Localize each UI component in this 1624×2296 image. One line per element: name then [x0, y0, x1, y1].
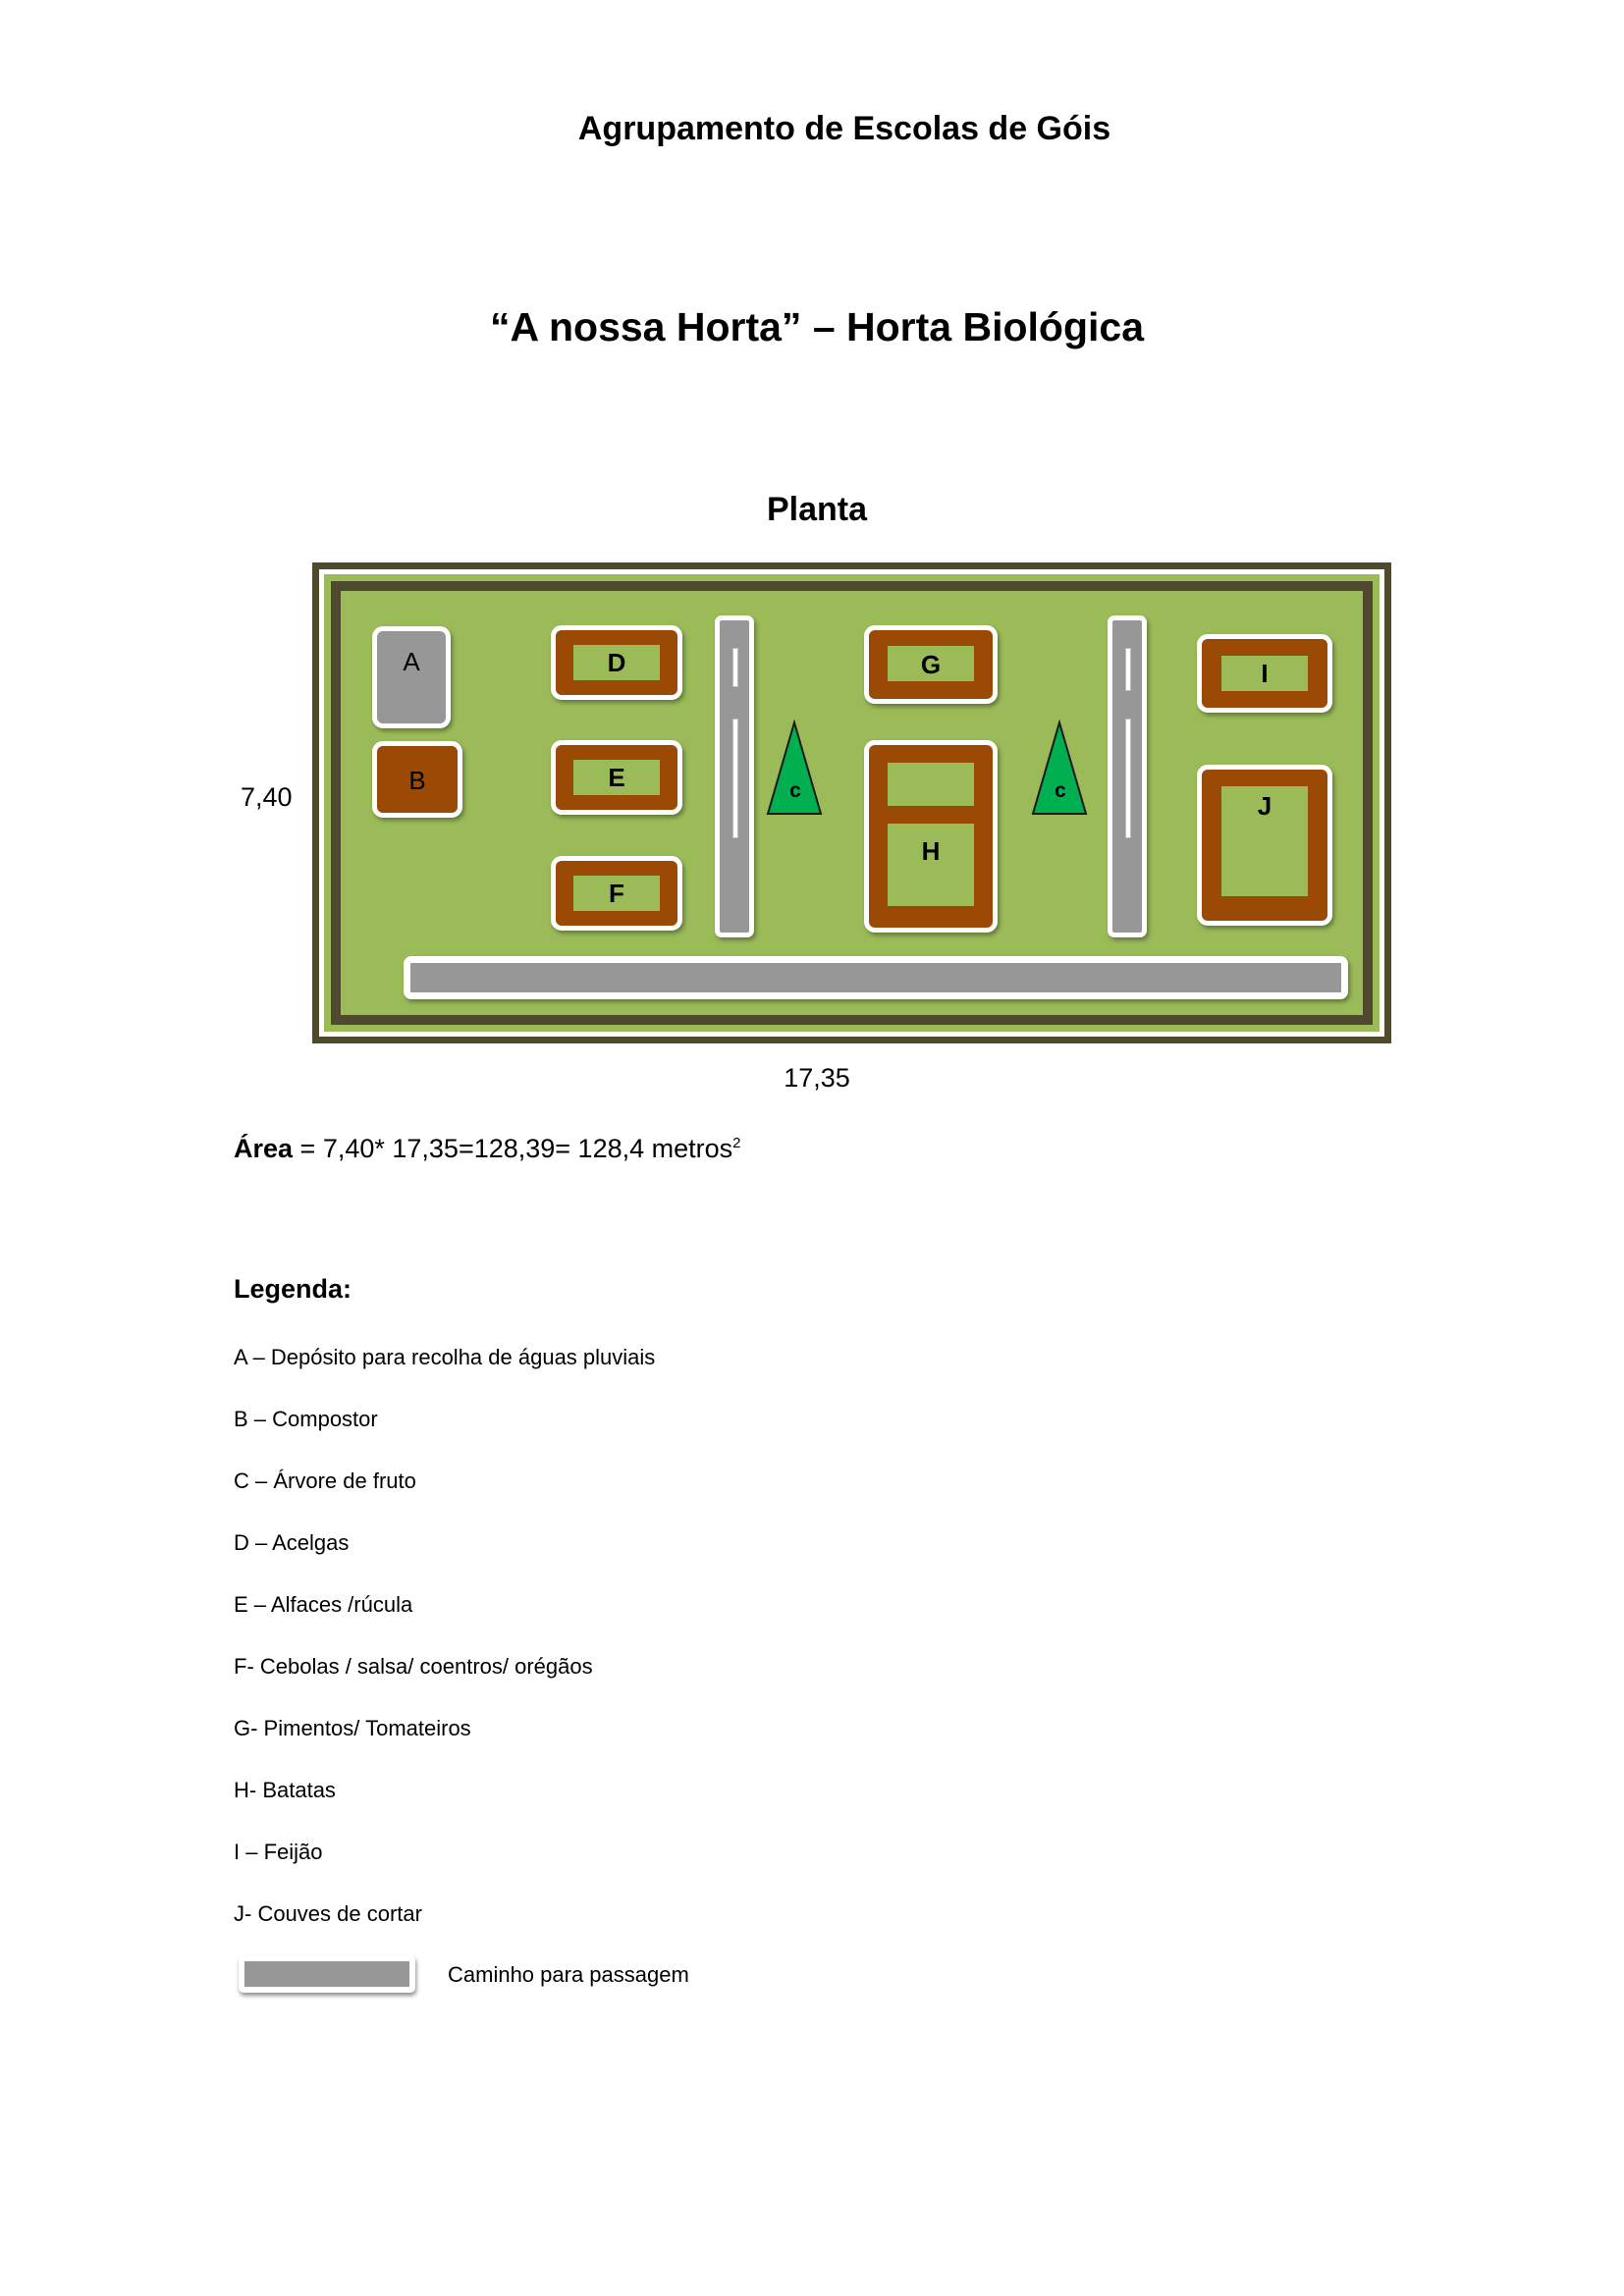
bed-d-label: D [607, 648, 626, 677]
garden-height-label: 7,40 [241, 782, 293, 812]
path-vertical-left [715, 615, 754, 937]
fruit-tree-icon [765, 720, 824, 818]
bed-g [864, 625, 998, 704]
legend-item: I – Feijão [234, 1840, 323, 1864]
bed-b-label: B [408, 766, 426, 795]
bed-h-label: H [921, 836, 941, 866]
path-horizontal [404, 956, 1348, 999]
fruit-tree-icon [1030, 720, 1089, 818]
bed-j [1197, 765, 1332, 926]
bed-i-label: I [1261, 659, 1269, 688]
legend-item: H- Batatas [234, 1778, 336, 1802]
area-calculation [234, 1134, 741, 1164]
bed-d [551, 625, 682, 700]
bed-f-label: F [609, 879, 624, 908]
legend-item: F- Cebolas / salsa/ coentros/ orégãos [234, 1654, 593, 1679]
tree-left-label: c [789, 779, 801, 802]
bed-i [1197, 634, 1332, 713]
legend-item: A – Depósito para recolha de águas pluviais [234, 1345, 656, 1369]
legend-item: G- Pimentos/ Tomateiros [234, 1716, 471, 1740]
legend-item: B – Compostor [234, 1407, 378, 1431]
path-vertical-right [1108, 615, 1147, 937]
area-unit-exponent: 2 [732, 1135, 741, 1151]
bed-f [551, 856, 682, 931]
school-name: Agrupamento de Escolas de Góis [577, 110, 1111, 147]
bed-a-rainwater-tank [372, 626, 451, 728]
legend-path-label: Caminho para passagem [448, 1962, 689, 1987]
bed-j-label: J [1257, 791, 1272, 821]
bed-b-compost [372, 741, 462, 818]
tree-right-label: c [1055, 779, 1066, 802]
garden-plan [312, 562, 1391, 1043]
bed-g-label: G [920, 650, 942, 679]
document-title: “A nossa Horta” – Horta Biológica [490, 304, 1144, 349]
bed-a-label: A [403, 647, 420, 676]
area-formula: = 7,40* 17,35=128,39= 128,4 metros [293, 1134, 733, 1163]
legend-item: J- Couves de cortar [234, 1901, 422, 1926]
legend-item: C – Árvore de fruto [234, 1468, 416, 1493]
legend-path-swatch [239, 1955, 415, 1993]
legend-title: Legenda: [234, 1274, 352, 1304]
plan-heading: Planta [766, 491, 868, 528]
bed-h [864, 740, 998, 933]
garden-width-label: 17,35 [784, 1063, 850, 1093]
legend-item: D – Acelgas [234, 1530, 350, 1555]
legend-item: E – Alfaces /rúcula [234, 1592, 413, 1617]
bed-e [551, 740, 682, 815]
area-label: Área [234, 1134, 294, 1163]
bed-e-label: E [608, 763, 625, 792]
